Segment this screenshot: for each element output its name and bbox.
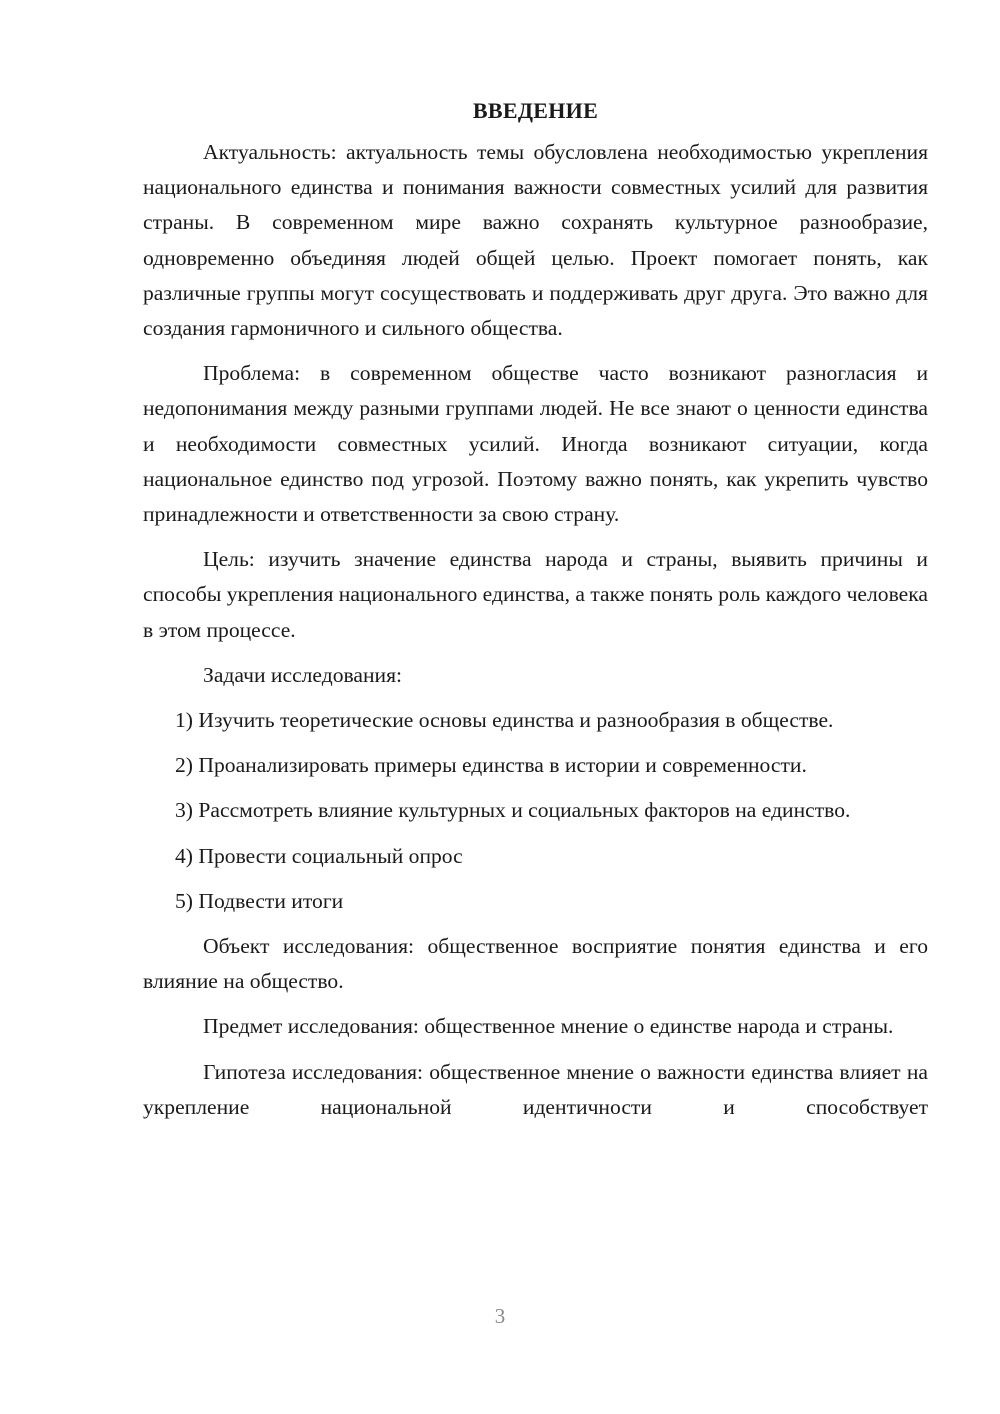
tasks-heading: Задачи исследования: [203,662,403,687]
page-number: 3 [494,1304,506,1328]
task-item: 1) Изучить теоретические основы единства и разнообразия в обществе. [175,708,834,733]
task-item: 2) Проанализировать примеры единства в истории и современности. [175,753,807,778]
task-item: 5) Подвести итоги [175,888,344,913]
goal-paragraph: Цель: изучить значение единства народа и страны, выявить причины и способы укрепления национального единства, а также понять роль каждого человека в этом процессе. [143,547,928,642]
relevance-paragraph: Актуальность: актуальность темы обусловлена необходимостью укрепления национального единства и понимания важности совместных усилий для развития страны. В современном мире важно сохранять культурное разнообразие, одновременно объединяя людей общей целью. Проект помогает понять, как различные группы могут сосуществовать и поддерживать друг друга. Это важно для создания гармоничного и сильного общества. [143,140,928,341]
problem-paragraph: Проблема: в современном обществе часто возникают разногласия и недопонимания между разными группами людей. Не все знают о ценности единства и необходимости совместных усилий. Иногда возникают ситуации, когда национальное единство под угрозой. Поэтому важно понять, как укрепить чувство принадлежности и ответственности за свою страну. [143,361,928,527]
page-content [143,96,928,1135]
hypothesis-paragraph: Гипотеза исследования: общественное мнение о важности единства влияет на укрепление национальной идентичности и способствует [143,1059,928,1119]
object-paragraph: Объект исследования: общественное восприятие понятия единства и его влияние на общество. [143,934,928,994]
subject-paragraph: Предмет исследования: общественное мнение о единстве народа и страны. [203,1014,894,1039]
task-item: 3) Рассмотреть влияние культурных и социальных факторов на единство. [175,798,851,823]
section-heading: ВВЕДЕНИЕ [472,98,599,123]
task-item: 4) Провести социальный опрос [175,843,463,868]
